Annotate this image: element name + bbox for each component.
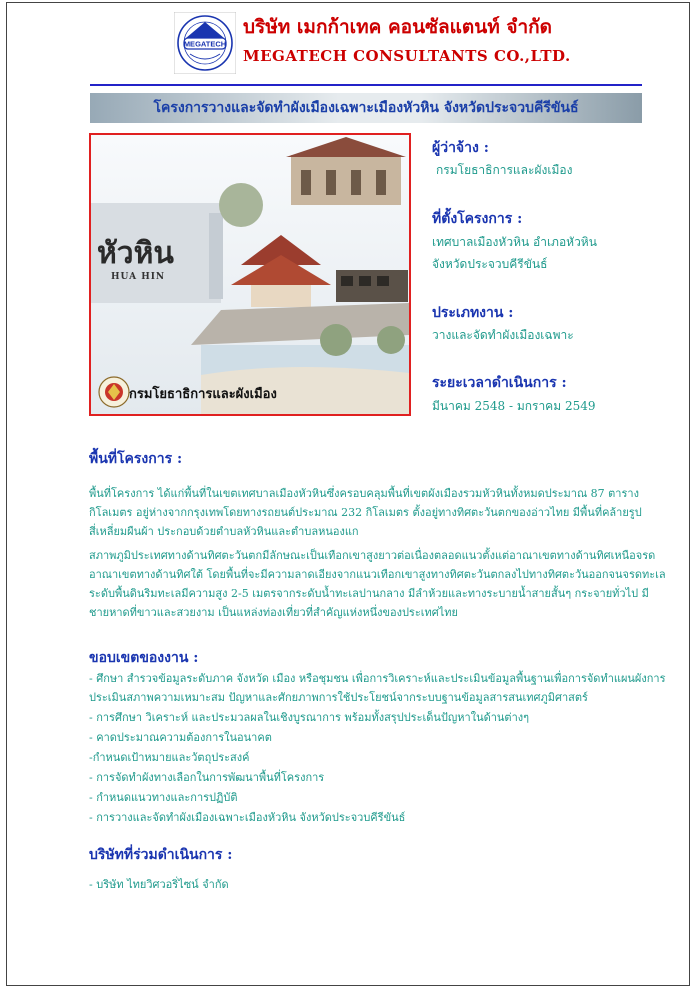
header-divider <box>90 84 642 86</box>
scope-item: - ศึกษา สำรวจข้อมูลระดับภาค จังหวัด เมือง หรือชุมชน เพื่อการวิเคราะห์และประเมินข้อมูลพื้นฐานเพื่อการจัดทำแผนผังการประเมินสภาพความเหมาะสม ปัญหาและศักยภาพการใช้ประโยชน์จากระบบฐานข้อมูลสารสนเทศภูมิศาสตร์ <box>89 672 666 704</box>
scope-item: - การศึกษา วิเคราะห์ และประมวลผลในเชิงบูรณาการ พร้อมทั้งสรุปประเด็นปัญหาในด้านต่างๆ <box>89 711 530 724</box>
location-label: ที่ตั้งโครงการ : <box>432 211 523 227</box>
project-photo-collage <box>89 133 411 416</box>
project-area-heading: พื้นที่โครงการ : <box>89 451 183 467</box>
client-label: ผู้ว่าจ้าง : <box>432 140 489 156</box>
work-type-label: ประเภทงาน : <box>432 305 514 321</box>
photo-caption: กรมโยธาธิการและผังเมือง <box>129 387 277 402</box>
project-area-paragraph-2: สภาพภูมิประเทศทางด้านทิศตะวันตกมีลักษณะเป็นเทือกเขาสูงยาวต่อเนื่องตลอดแนวตั้งแต่อาณาเขตทางด้านทิศเหนือจรดอาณาเขตทางด้านทิศใต้ โดยพื้นที่จะมีความลาดเอียงจากแนวเทือกเขาสูงทางทิศตะวันตกลงไปทางทิศตะวันออกจนจรดทะเล ระดับพื้นดินริมทะเลมีความสูง 2-5 เมตรจากระดับน้ำทะเลปานกลาง มีลำห้วยและทางระบายน้ำสายสั้นๆ กระจายทั่วไป มีชายหาดที่ขาวและสวยงาม เป็นแหล่งท่องเที่ยวที่สำคัญแห่งหนึ่งของประเทศไทย <box>89 549 666 619</box>
scope-item: - การจัดทำผังทางเลือกในการพัฒนาพื้นที่โครงการ <box>89 771 325 784</box>
client-value: กรมโยธาธิการและผังเมือง <box>436 163 573 177</box>
company-name-english: MEGATECH CONSULTANTS CO.,LTD. <box>243 47 571 65</box>
scope-item: - กำหนดแนวทางและการปฏิบัติ <box>89 791 238 804</box>
scope-item: - การวางและจัดทำผังเมืองเฉพาะเมืองหัวหิน จังหวัดประจวบคีรีขันธ์ <box>89 811 406 824</box>
city-label-english: HUA HIN <box>111 272 166 282</box>
city-label-thai: หัวหิน <box>97 236 174 271</box>
scope-list <box>89 669 669 828</box>
scope-heading: ขอบเขตของงาน : <box>89 650 199 666</box>
partner-item: - บริษัท ไทยวิศวอริ่ไซน์ จำกัด <box>89 878 229 891</box>
svg-text:MEGATECH: MEGATECH <box>183 39 227 49</box>
partners-heading: บริษัทที่ร่วมดำเนินการ : <box>89 847 233 863</box>
location-line-1: เทศบาลเมืองหัวหิน อำเภอหัวหิน <box>432 235 597 249</box>
project-title: โครงการวางและจัดทำผังเมืองเฉพาะเมืองหัวหิน จังหวัดประจวบคีรีขันธ์ <box>153 100 579 116</box>
project-area-paragraph-1: พื้นที่โครงการ ได้แก่พื้นที่ในเขตเทศบาลเมืองหัวหินซึ่งครอบคลุมพื้นที่เขตผังเมืองรวมหัวหินทั้งหมดประมาณ 87 ตารางกิโลเมตร อยู่ห่างจากกรุงเทพโดยทางรถยนต์ประมาณ 232 กิโลเมตร ตั้งอยู่ทางทิศตะวันตกของอ่าวไทย มีพื้นที่คล้ายรูปสี่เหลี่ยมผืนผ้า ประกอบด้วยตำบลหัวหินและตำบลหนองแก <box>89 487 642 538</box>
location-line-2: จังหวัดประจวบคีรีขันธ์ <box>432 257 548 271</box>
megatech-logo <box>174 12 236 74</box>
work-type-value: วางและจัดทำผังเมืองเฉพาะ <box>432 328 574 342</box>
scope-item: - คาดประมาณความต้องการในอนาคต <box>89 731 272 744</box>
scope-item: -กำหนดเป้าหมายและวัตถุประสงค์ <box>89 751 250 764</box>
partners-list <box>89 875 669 895</box>
period-label: ระยะเวลาดำเนินการ : <box>432 375 567 391</box>
period-value: มีนาคม 2548 - มกราคม 2549 <box>432 399 596 413</box>
company-name-thai: บริษัท เมกก้าเทค คอนซัลแตนท์ จำกัด <box>243 16 552 38</box>
project-title-banner <box>90 93 642 123</box>
